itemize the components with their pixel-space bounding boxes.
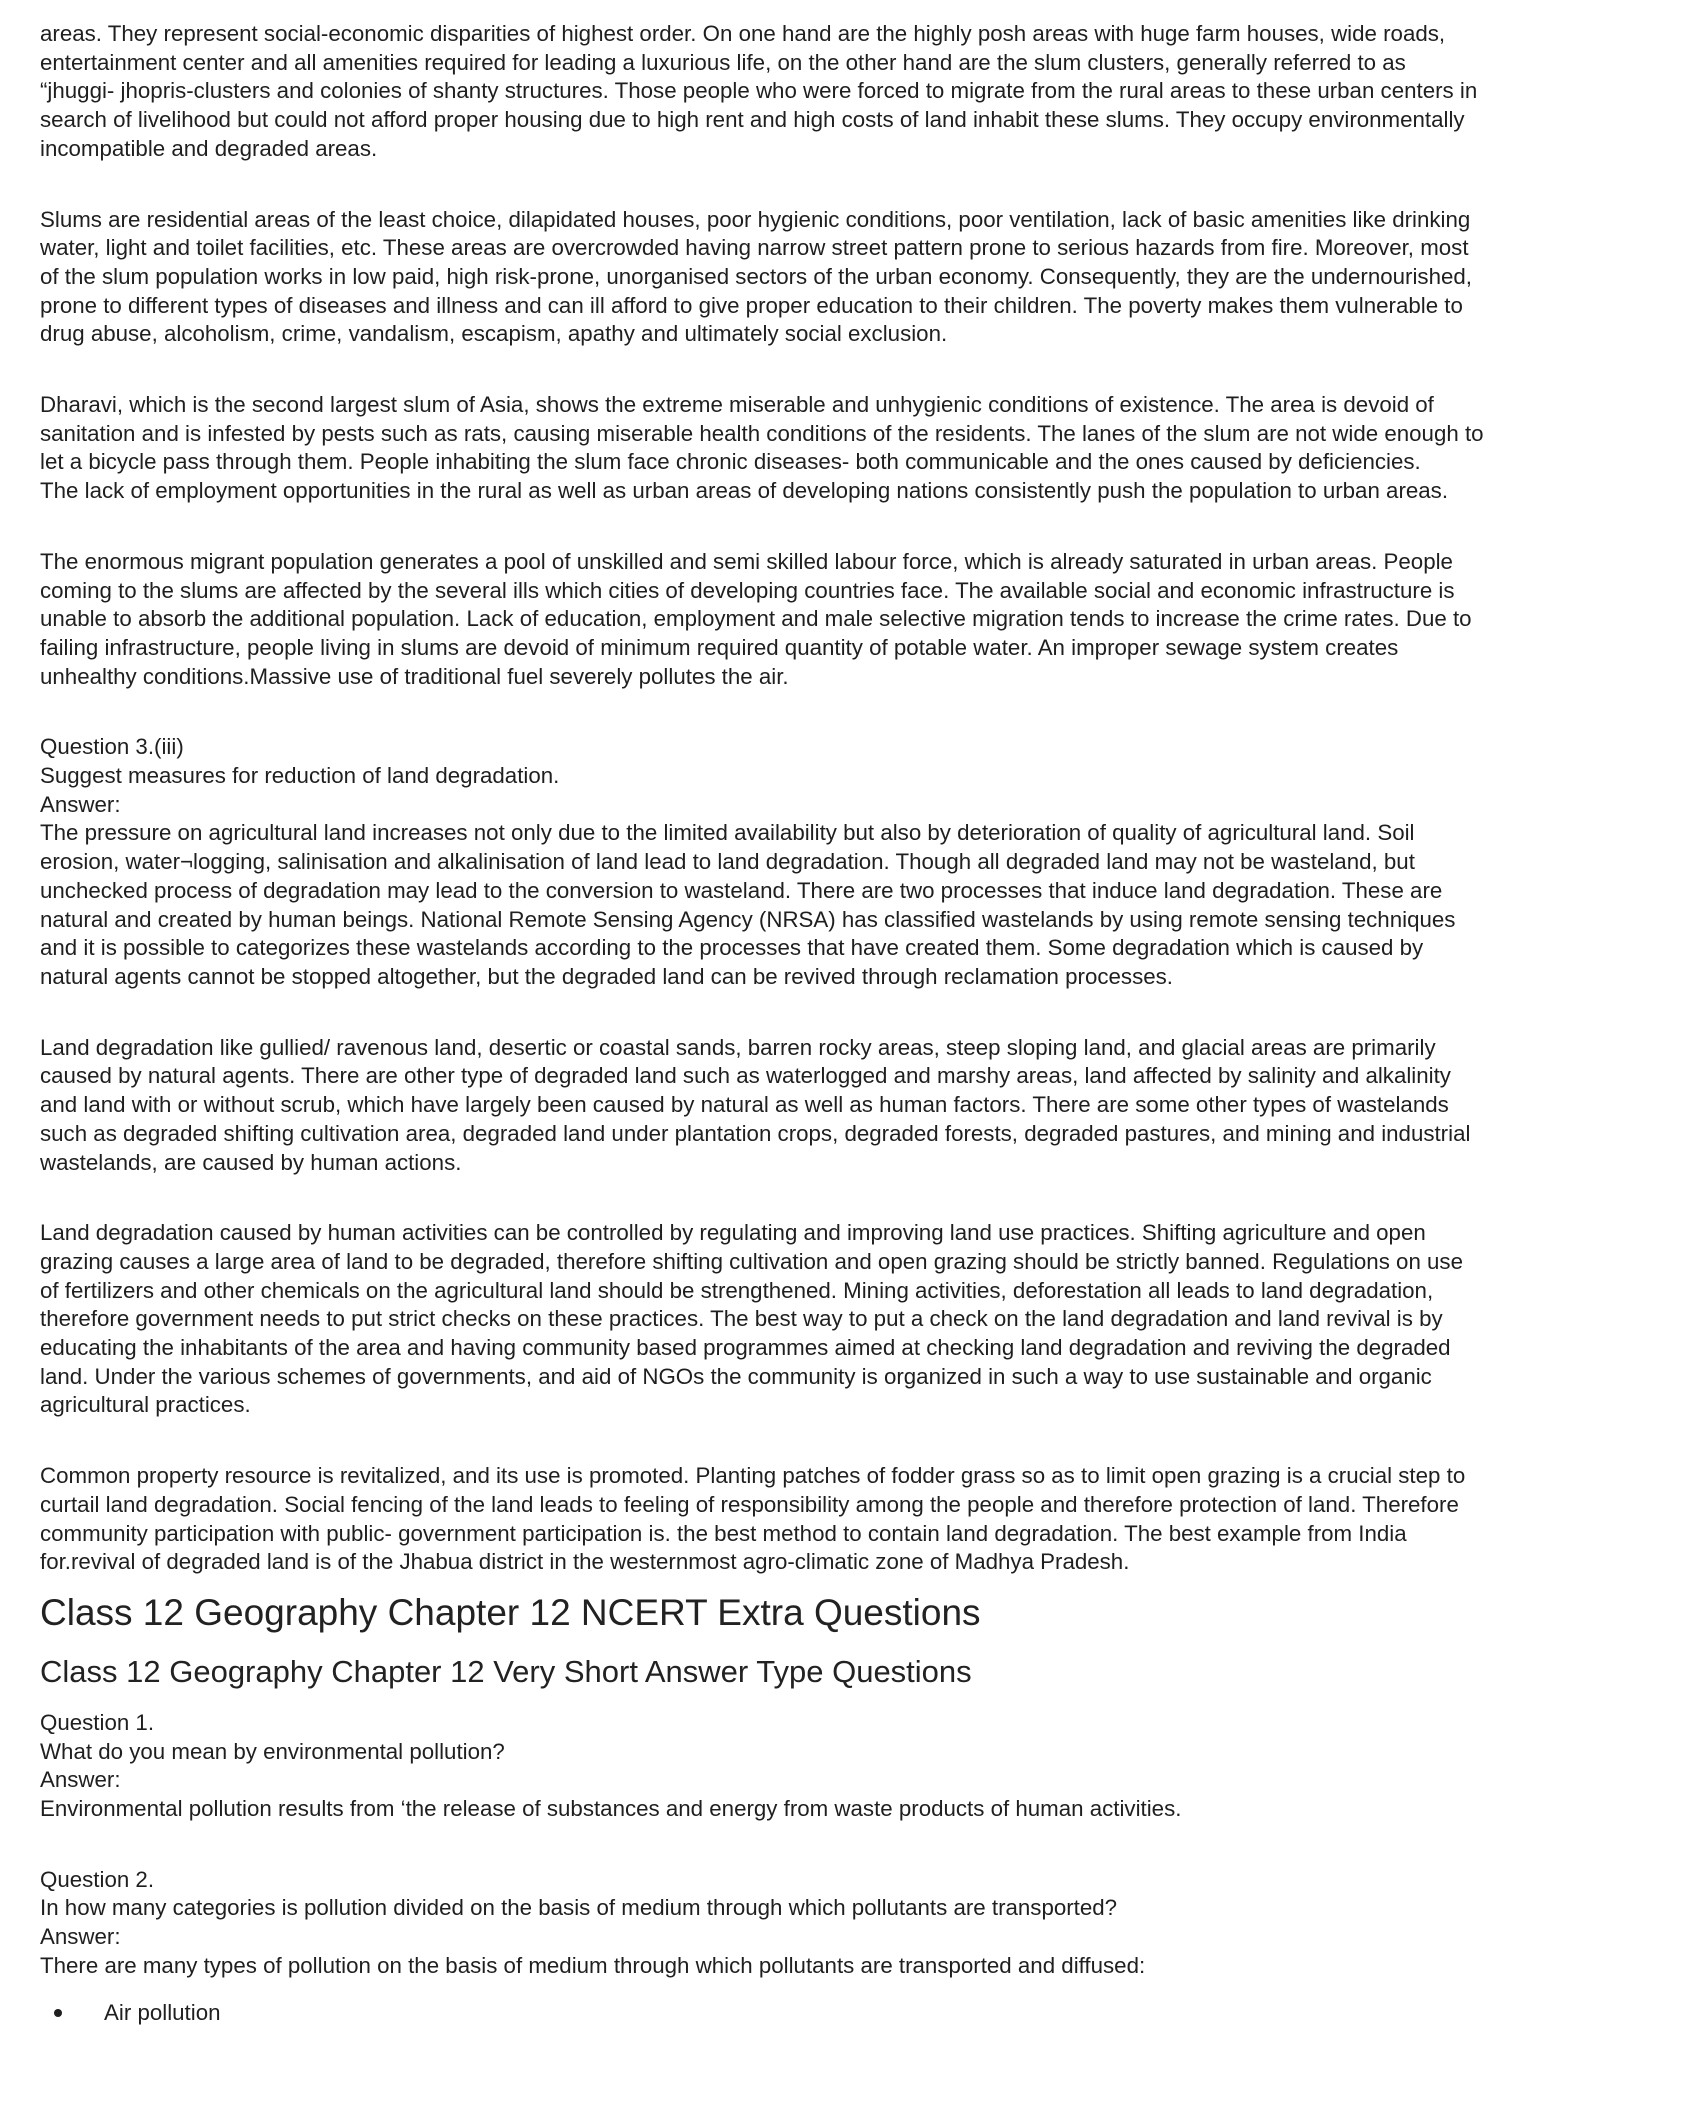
paragraph-human-degradation-control: Land degradation caused by human activities can be controlled by regulating and improving land use practices. Shifting agriculture and open grazing causes a large area of land to be degraded, therefore shifting cultivation and open grazing should be strictly banned. Regulations on use of fertilizers and other chemicals on the agricultural land should be strengthened. Mining activities, deforestation all leads to land degradation, therefore government needs to put strict checks on these practices. The best way to put a check on the land degradation and land revival is by educating the inhabitants of the area and having community based programmes aimed at checking land degradation and reviving the degraded land. Under the various schemes of governments, and aid of NGOs the community is organized in such a way to use sustainable and organic agricultural practices. (40, 1220, 1463, 1418)
answer-label: Answer: (40, 1924, 121, 1950)
question-label: Question 1. (40, 1709, 155, 1735)
bullet-icon (54, 2009, 62, 2017)
answer-text: There are many types of pollution on the basis of medium through which pollutants are transported and diffused: (40, 1952, 1146, 1978)
question-text: Suggest measures for reduction of land degradation. (40, 763, 560, 789)
pollution-types-list (40, 1999, 1660, 2028)
subsection-heading: Class 12 Geography Chapter 12 Very Short Answer Type Questions (40, 1653, 972, 1689)
question-2-block (40, 1866, 1660, 1981)
paragraph-natural-degradation: Land degradation like gullied/ ravenous land, desertic or coastal sands, barren rocky areas, steep sloping land, and glacial areas are primarily caused by natural agents. There are other type of degraded land such as waterlogged and marshy areas, land affected by salinity and alkalinity and land with or without scrub, which have largely been caused by natural as well as human factors. There are some other types of wastelands such as degraded shifting cultivation area, degraded land under plantation crops, degraded forests, degraded pastures, and mining and industrial wastelands, are caused by human actions. (40, 1034, 1471, 1175)
paragraph-slum-conditions: Slums are residential areas of the least choice, dilapidated houses, poor hygienic conditions, poor ventilation, lack of basic amenities like drinking water, light and toilet facilities, etc. These areas are overcrowded having narrow street pattern prone to serious hazards from fire. Moreover, most of the slum population works in low paid, high risk-prone, unorganised sectors of the urban economy. Consequently, they are the undernourished, prone to different types of diseases and illness and can ill afford to give proper education to their children. The poverty makes them vulnerable to drug abuse, alcoholism, crime, vandalism, escapism, apathy and ultimately social exclusion. (40, 206, 1472, 347)
list-item (40, 1999, 1660, 2028)
answer-label: Answer: (40, 791, 121, 817)
question-text: In how many categories is pollution divided on the basis of medium through which pollutants are transported? (40, 1895, 1118, 1921)
answer-text: The pressure on agricultural land increases not only due to the limited availability but also by deterioration of quality of agricultural land. Soil erosion, water¬logging, salinisation and alkalinisation of land lead to land degradation. Though all degraded land may not be wasteland, but unchecked process of degradation may lead to the conversion to wasteland. There are two processes that induce land degradation. These are natural and created by human beings. National Remote Sensing Agency (NRSA) has classified wastelands by using remote sensing techniques and it is possible to categorizes these wastelands according to the processes that have created them. Some degradation which is caused by natural agents cannot be stopped altogether, but the degraded land can be revived through reclamation processes. (40, 820, 1456, 989)
paragraph-slum-areas: areas. They represent social-economic disparities of highest order. On one hand are the highly posh areas with huge farm houses, wide roads, entertainment center and all amenities required for leading a luxurious life, on the other hand are the slum clusters, generally referred to as “jhuggi- jhopris-clusters and colonies of shanty structures. Those people who were forced to migrate from the rural areas to these urban centers in search of livelihood but could not afford proper housing due to high rent and high costs of land inhabit these slums. They occupy environmentally incompatible and degraded areas. (40, 21, 1478, 161)
paragraph-migrant-population: The enormous migrant population generates a pool of unskilled and semi skilled labour force, which is already saturated in urban areas. People coming to the slums are affected by the several ills which cities of developing countries face. The available social and economic infrastructure is unable to absorb the additional population. Lack of education, employment and male selective migration tends to increase the crime rates. Due to failing infrastructure, people living in slums are devoid of minimum required quantity of potable water. An improper sewage system creates unhealthy conditions.Massive use of traditional fuel severely pollutes the air. (40, 548, 1472, 689)
paragraph-dharavi: Dharavi, which is the second largest slum of Asia, shows the extreme miserable and unhygienic conditions of existence. The area is devoid of sanitation and is infested by pests such as rats, causing miserable health conditions of the residents. The lanes of the slum are not wide enough to let a bicycle pass through them. People inhabiting the slum face chronic diseases- both communicable and the ones caused by deficiencies. The lack of employment opportunities in the rural as well as urban areas of developing nations consistently push the population to urban areas. (40, 392, 1484, 504)
section-heading: Class 12 Geography Chapter 12 NCERT Extra Questions (40, 1591, 981, 1633)
question-label: Question 3.(iii) (40, 734, 184, 760)
answer-label: Answer: (40, 1767, 121, 1793)
question-text: What do you mean by environmental pollution? (40, 1738, 505, 1764)
question-1-block (40, 1709, 1660, 1824)
paragraph-common-property: Common property resource is revitalized, and its use is promoted. Planting patches of fodder grass so as to limit open grazing is a crucial step to curtail land degradation. Social fencing of the land leads to feeling of responsibility among the people and therefore protection of land. Therefore community participation with public- government participation is. the best method to contain land degradation. The best example from India for.revival of degraded land is of the Jhabua district in the westernmost agro-climatic zone of Madhya Pradesh. (40, 1463, 1466, 1575)
list-item-label: Air pollution (104, 1999, 221, 2025)
answer-text: Environmental pollution results from ‘the release of substances and energy from waste products of human activities. (40, 1796, 1182, 1822)
question-3iii-block (40, 733, 1660, 991)
question-label: Question 2. (40, 1866, 155, 1892)
